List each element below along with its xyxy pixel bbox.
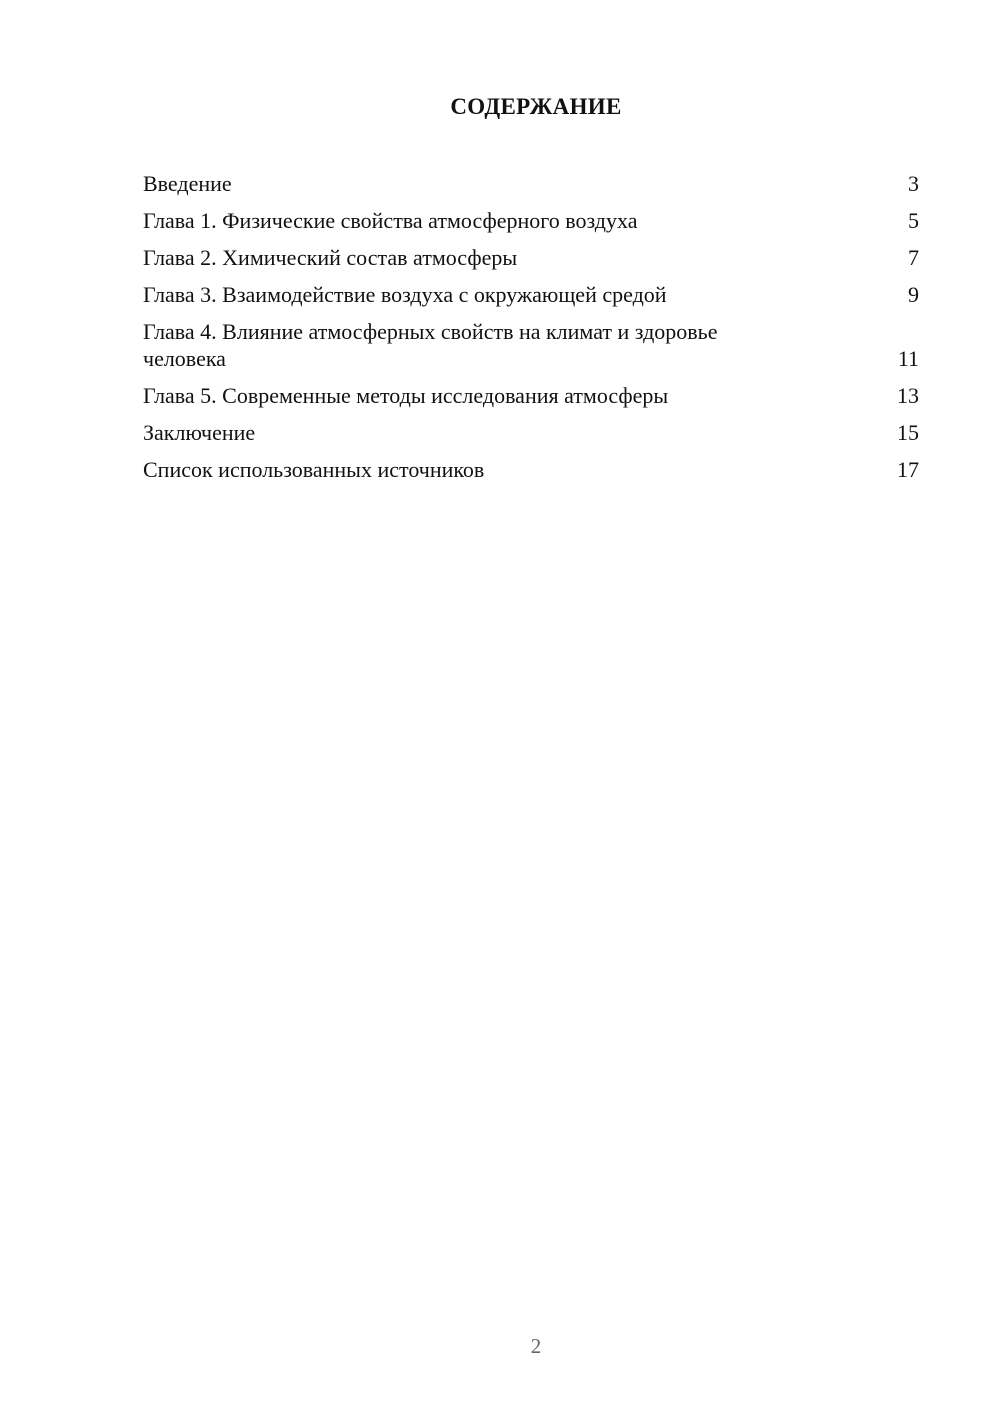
toc-entry-page: 9 xyxy=(908,282,919,307)
toc-entry-label: Глава 1. Физические свойства атмосферного воздуха xyxy=(143,208,638,233)
toc-entry-page: 13 xyxy=(897,383,919,408)
page-number: 2 xyxy=(530,1334,542,1358)
toc-entry-page: 11 xyxy=(897,346,919,371)
page-title: СОДЕРЖАНИЕ xyxy=(450,94,622,119)
toc-entry-page: 17 xyxy=(897,457,919,482)
toc-entry-references xyxy=(143,456,919,483)
toc-entry-page: 3 xyxy=(908,171,919,196)
toc-entry-chapter-2 xyxy=(143,244,919,271)
toc-entry-label: Глава 3. Взаимодействие воздуха с окружающей средой xyxy=(143,282,667,307)
toc-entry-label: Список использованных источников xyxy=(143,457,485,482)
toc-entry-label: Введение xyxy=(143,171,232,196)
toc-entry-label: Заключение xyxy=(143,420,256,445)
toc-entry-label: Глава 5. Современные методы исследования атмосферы xyxy=(143,383,669,408)
toc-entry-conclusion xyxy=(143,419,919,446)
toc-entry-chapter-5 xyxy=(143,382,919,409)
table-of-contents xyxy=(143,170,919,493)
toc-entry-introduction xyxy=(143,170,919,197)
toc-entry-label: Глава 2. Химический состав атмосферы xyxy=(143,245,518,270)
toc-entry-label: Глава 4. Влияние атмосферных свойств на климат и здоровье человека xyxy=(143,319,718,371)
toc-entry-chapter-3 xyxy=(143,281,919,308)
toc-entry-page: 15 xyxy=(897,420,919,445)
toc-entry-page: 7 xyxy=(908,245,919,270)
toc-entry-page: 5 xyxy=(908,208,919,233)
toc-entry-chapter-1 xyxy=(143,207,919,234)
toc-entry-chapter-4 xyxy=(143,318,919,372)
